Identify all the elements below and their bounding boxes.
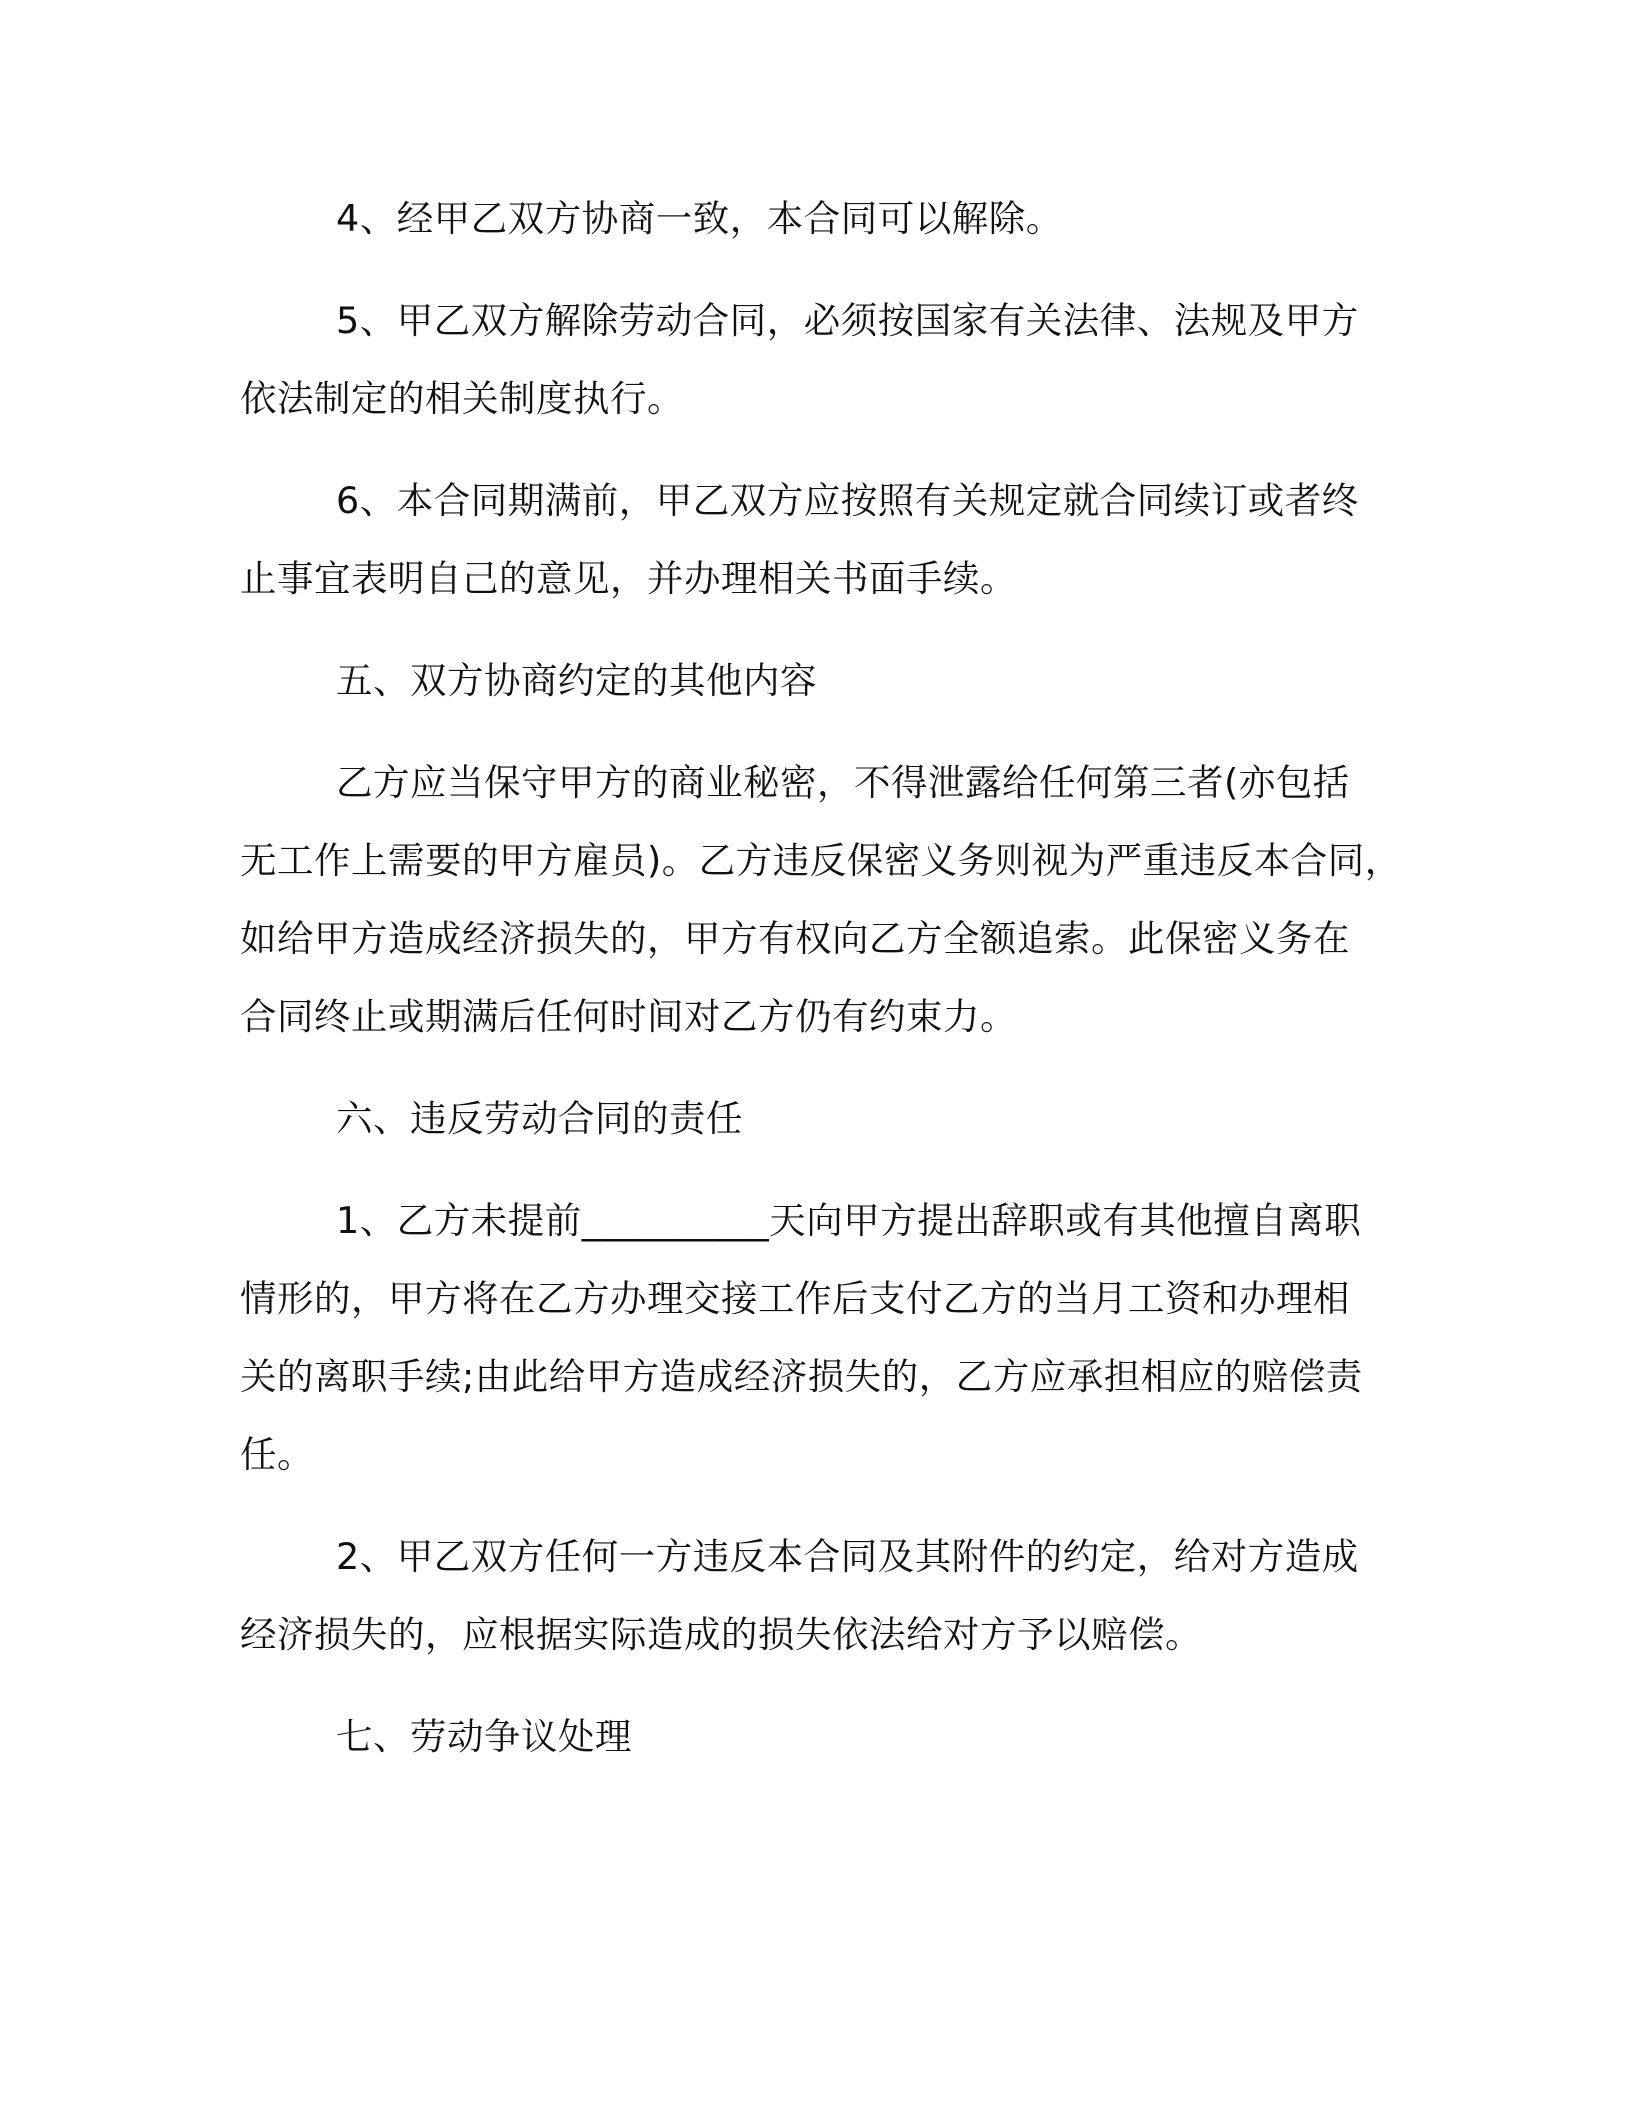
paragraph-line: 任。 [240,1433,314,1476]
paragraph-line: 无工作上需要的甲方雇员)。乙方违反保密义务则视为严重违反本合同， [240,839,1402,882]
section-heading [240,642,1400,720]
paragraph-line: 4、经甲乙双方协商一致，本合同可以解除。 [336,197,1063,240]
clause-6-1 [240,1182,1400,1494]
paragraph-line: 1、乙方未提前__________天向甲方提出辞职或有其他擅自离职 [336,1199,1362,1242]
clause-4-4 [240,180,1400,258]
paragraph-line: 如给甲方造成经济损失的，甲方有权向乙方全额追索。此保密义务在 [240,917,1350,960]
confidentiality-paragraph [240,744,1400,1056]
paragraph-line: 关的离职手续;由此给甲方造成经济损失的，乙方应承担相应的赔偿责 [240,1355,1363,1398]
paragraph-line: 6、本合同期满前，甲乙双方应按照有关规定就合同续订或者终 [336,479,1359,522]
section-heading [240,1698,1400,1776]
paragraph-line: 5、甲乙双方解除劳动合同，必须按国家有关法律、法规及甲方 [336,299,1359,342]
section-heading [240,1080,1400,1158]
paragraph-line: 2、甲乙双方任何一方违反本合同及其附件的约定，给对方造成 [336,1535,1359,1578]
paragraph-line: 依法制定的相关制度执行。 [240,377,684,420]
clause-4-6 [240,462,1400,618]
clause-4-5 [240,282,1400,438]
clause-6-2 [240,1518,1400,1674]
section-heading-text: 七、劳动争议处理 [336,1715,632,1758]
paragraph-line: 乙方应当保守甲方的商业秘密，不得泄露给任何第三者(亦包括 [336,761,1350,804]
paragraph-line: 情形的，甲方将在乙方办理交接工作后支付乙方的当月工资和办理相 [240,1277,1350,1320]
section-heading-text: 六、违反劳动合同的责任 [336,1097,743,1140]
section-heading-text: 五、双方协商约定的其他内容 [336,659,817,702]
paragraph-line: 合同终止或期满后任何时间对乙方仍有约束力。 [240,995,1017,1038]
paragraph-line: 止事宜表明自己的意见，并办理相关书面手续。 [240,557,1017,600]
paragraph-line: 经济损失的，应根据实际造成的损失依法给对方予以赔偿。 [240,1613,1202,1656]
